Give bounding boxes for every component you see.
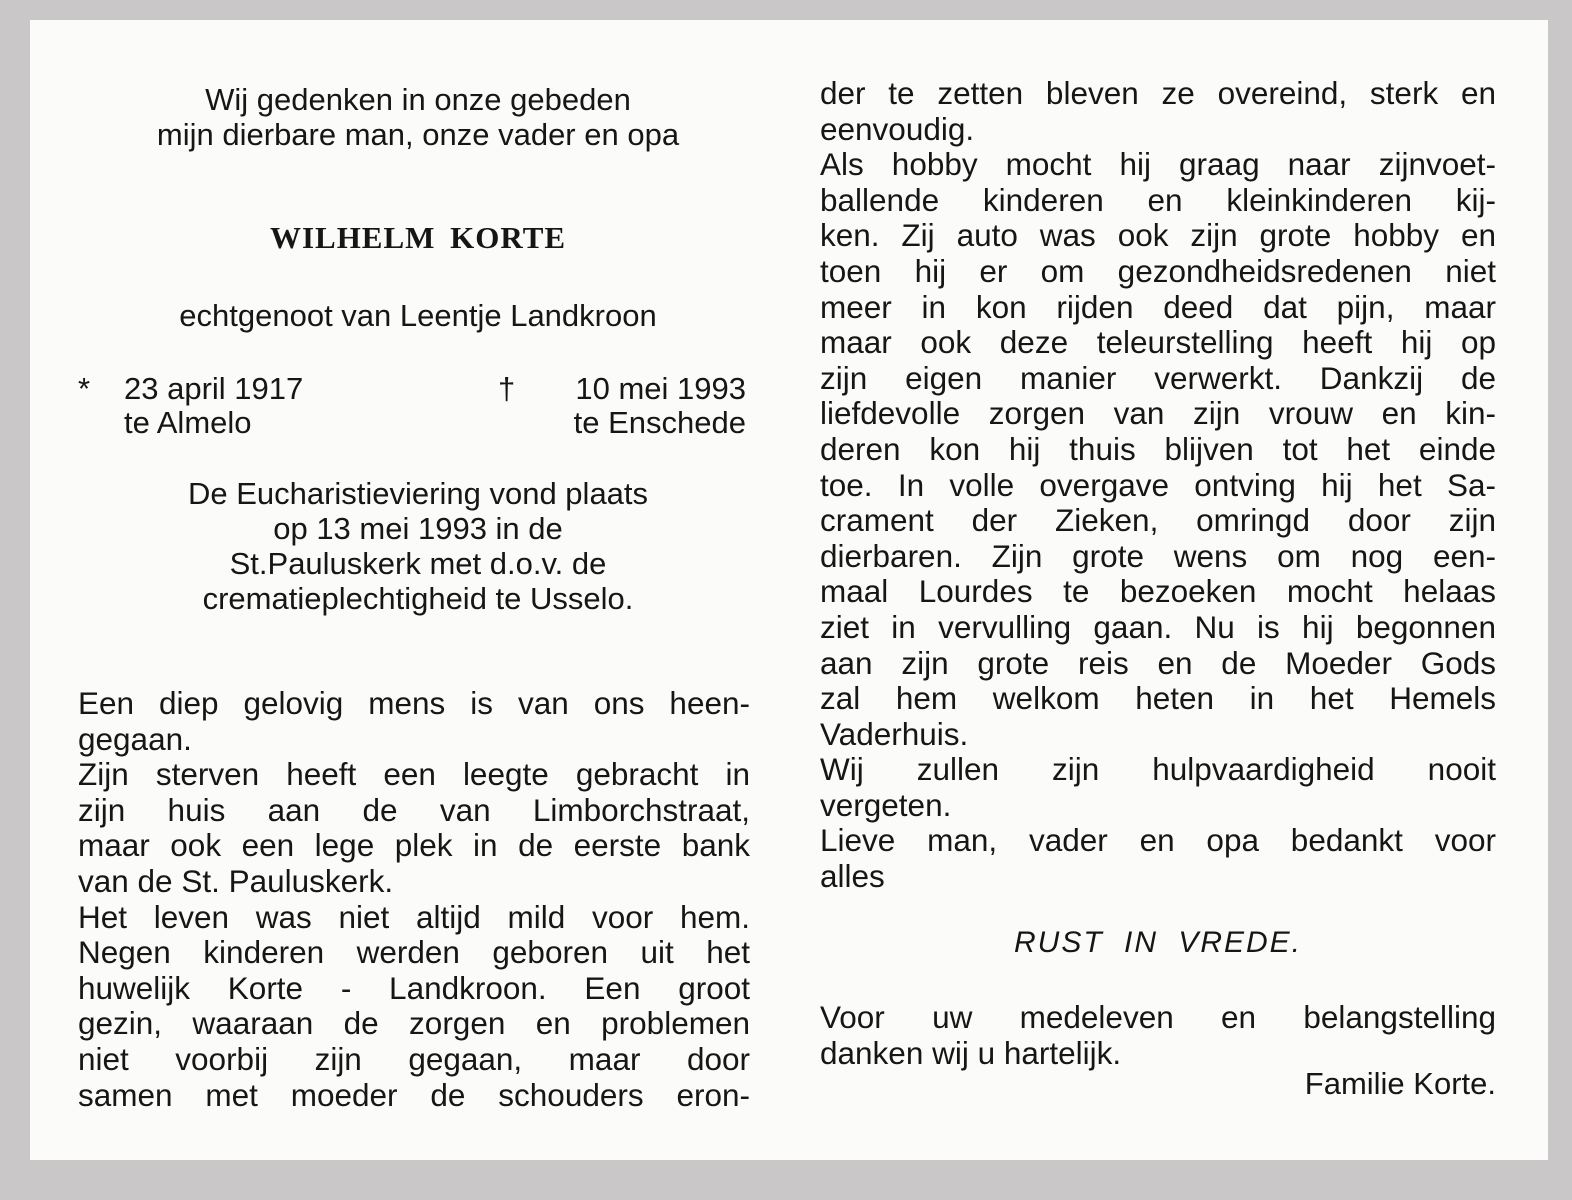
body-text-left: [78, 686, 750, 1113]
service-line: crematieplechtigheid te Usselo.: [202, 581, 634, 616]
family-signature: Familie Korte.: [1304, 1066, 1496, 1101]
body-line: zal hem welkom heten in het Hemels: [820, 680, 1496, 717]
body-line: Negen kinderen werden geboren uit het: [78, 934, 750, 971]
body-line: zijn eigen manier verwerkt. Dankzij de: [820, 359, 1496, 396]
body-line: ziet in vervulling gaan. Nu is hij begonnen: [820, 608, 1496, 645]
body-line: ken. Zij auto was ook zijn grote hobby en: [820, 217, 1496, 254]
body-line: gezin, waaraan de zorgen en problemen: [78, 1005, 750, 1042]
body-line: Zijn sterven heeft een leegte gebracht in: [78, 756, 750, 793]
deceased-name: WILHELM KORTE: [269, 220, 567, 255]
body-line: Als hobby mocht hij graag naar zijnvoet-: [820, 146, 1496, 183]
body-line: Wij zullen zijn hulpvaardigheid nooit: [820, 751, 1496, 788]
thanks-line: danken wij u hartelijk.: [820, 1034, 1122, 1071]
body-line: niet voorbij zijn gegaan, maar door: [78, 1040, 750, 1077]
body-line: Een diep gelovig mens is van ons heen-: [78, 685, 750, 721]
service-line: St.Pauluskerk met d.o.v. de: [229, 546, 607, 581]
intro-line: Wij gedenken in onze gebeden: [205, 82, 631, 117]
body-line: ballende kinderen en kleinkinderen kij-: [820, 181, 1496, 218]
thanks-text: [820, 1000, 1496, 1071]
body-line: samen met moeder de schouders eron-: [78, 1076, 750, 1113]
body-line: meer in kon rijden deed dat pijn, maar: [820, 288, 1496, 325]
body-line: Lieve man, vader en opa bedankt voor: [820, 822, 1496, 859]
body-line: aan zijn grote reis en de Moeder Gods: [820, 644, 1496, 681]
death-cross-icon: †: [498, 371, 516, 406]
body-line: maar ook een lege plek in de eerste bank: [78, 827, 750, 864]
body-line: dierbaren. Zijn grote wens om nog een-: [820, 537, 1496, 574]
body-line: van de St. Pauluskerk.: [78, 862, 394, 899]
body-line: eenvoudig.: [820, 110, 975, 147]
body-line: zijn huis aan de van Limborchstraat,: [78, 791, 750, 828]
body-line: maal Lourdes te bezoeken mocht helaas: [820, 573, 1496, 610]
service-line: De Eucharistieviering vond plaats: [187, 476, 649, 511]
body-line: Vaderhuis.: [820, 715, 969, 752]
body-line: crament der Zieken, omringd door zijn: [820, 502, 1496, 539]
body-line: vergeten.: [820, 786, 952, 823]
right-page: [820, 20, 1496, 1160]
death-date: 10 mei 1993: [575, 371, 746, 406]
body-line: deren kon hij thuis blijven tot het einde: [820, 430, 1496, 467]
service-line: op 13 mei 1993 in de: [273, 511, 563, 546]
memorial-card: [30, 20, 1548, 1160]
body-line: maar ook deze teleurstelling heeft hij op: [820, 324, 1496, 361]
body-line: der te zetten bleven ze overeind, sterk en: [820, 75, 1496, 111]
body-line: huwelijk Korte - Landkroon. Een groot: [78, 969, 750, 1006]
service-info: [78, 476, 758, 616]
body-line: liefdevolle zorgen van zijn vrouw en kin-: [820, 395, 1496, 432]
birth-date: 23 april 1917: [124, 371, 304, 406]
body-line: toen hij er om gezondheidsredenen niet: [820, 252, 1496, 289]
death-place: te Enschede: [573, 405, 746, 440]
thanks-line: Voor uw medeleven en belangstelling: [820, 999, 1496, 1035]
birth-star-icon: *: [78, 371, 91, 406]
birth-place: te Almelo: [124, 405, 252, 440]
spouse-line: echtgenoot van Leentje Landkroon: [179, 298, 657, 333]
body-line: Het leven was niet altijd mild voor hem.: [78, 898, 750, 935]
left-page: [78, 20, 758, 1160]
intro-line: mijn dierbare man, onze vader en opa: [156, 117, 680, 152]
body-line: gegaan.: [78, 720, 192, 757]
body-text-right: [820, 76, 1496, 895]
rest-in-peace: RUST IN VREDE.: [1013, 926, 1303, 959]
body-line: alles: [820, 858, 885, 895]
intro-text: [78, 82, 758, 152]
body-line: toe. In volle overgave ontving hij het Sa-: [820, 466, 1496, 503]
